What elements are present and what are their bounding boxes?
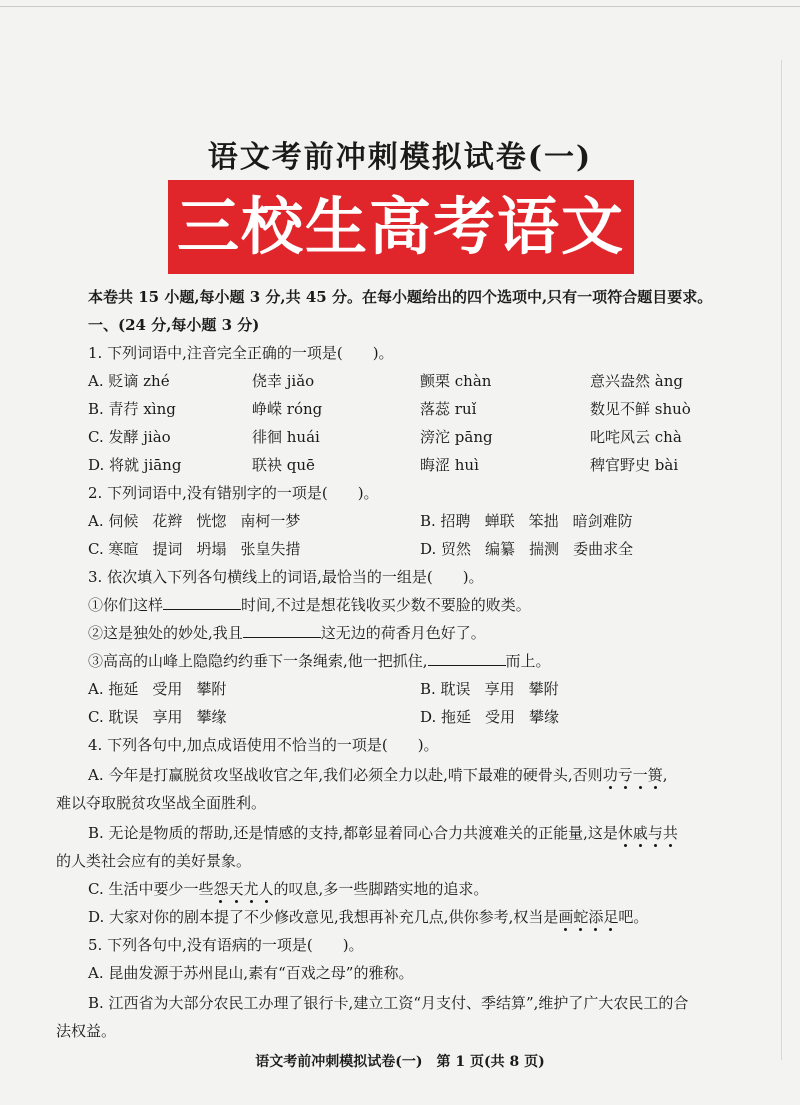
word: 委曲求全 <box>573 540 634 558</box>
word: 揣测 <box>529 540 560 558</box>
word: 张皇失措 <box>240 540 301 558</box>
word: 攀缘 <box>529 708 560 726</box>
sentence-part: ②这是独处的妙处,我且 <box>88 624 243 642</box>
red-banner: 三校生高考语文 <box>168 180 634 274</box>
intro-text: 本卷共 15 小题,每小题 3 分,共 45 分。在每小题给出的四个选项中,只有一项符合题目要求。 <box>88 288 713 306</box>
q3-option-b <box>420 678 573 700</box>
q1-option: C. 发酵 jiào <box>88 428 171 446</box>
q1-option: 颤栗 chàn <box>420 372 492 390</box>
word: 享用 <box>152 708 183 726</box>
q1-option: D. 将就 jiāng <box>88 456 182 474</box>
sentence-part: 吧。 <box>618 908 649 926</box>
word: 攀缘 <box>196 708 227 726</box>
page-footer: 语文考前冲刺模拟试卷(一) 第 1 页(共 8 页) <box>255 1054 545 1070</box>
page-edge <box>781 60 782 1060</box>
fill-blank <box>243 622 321 638</box>
sentence-part: 的叹息,多一些脚踏实地的追求。 <box>273 880 489 898</box>
q5-option-b: B. 江西省为大部分农民工办理了银行卡,建立工资“月支付、季结算”,维护了广大农民工的合 <box>88 994 689 1012</box>
q5-option-a: A. 昆曲发源于苏州昆山,素有“百戏之母”的雅称。 <box>88 964 414 982</box>
word: D. 贸然 <box>420 540 472 558</box>
word: A. 拖延 <box>88 680 139 698</box>
sentence-part: 这无边的荷香月色好了。 <box>320 624 486 642</box>
top-rule <box>0 6 800 7</box>
q1-option: 数见不鲜 shuò <box>590 400 691 418</box>
q1-option: 叱咤风云 chà <box>590 428 682 446</box>
word: 受用 <box>152 680 183 698</box>
sentence-part: 而上。 <box>505 652 551 670</box>
dotted-idiom: 怨天尤人 <box>213 880 274 898</box>
q4-option-b <box>88 822 678 844</box>
q3-option-d <box>420 706 573 728</box>
q4-option-d <box>88 906 648 928</box>
word: 编纂 <box>485 540 516 558</box>
q2-stem: 2. 下列词语中,没有错别字的一项是( )。 <box>88 484 379 502</box>
sentence-part: ③高高的山峰上隐隐约约垂下一条绳索,他一把抓住, <box>88 652 428 670</box>
q1-option: 侥幸 jiǎo <box>252 372 315 390</box>
q4-option-a-cont: 难以夺取脱贫攻坚战全面胜利。 <box>56 794 267 812</box>
dotted-idiom: 休戚与共 <box>617 824 678 842</box>
q2-option-a <box>88 510 314 532</box>
sentence-part: ①你们这样 <box>88 596 164 614</box>
word: B. 招聘 <box>420 512 471 530</box>
fill-blank <box>428 650 506 666</box>
sentence-part: , <box>662 766 668 784</box>
q1-option: 峥嵘 róng <box>252 400 323 418</box>
q1-option: 稗官野史 bài <box>590 456 679 474</box>
word: 提词 <box>152 540 183 558</box>
word: 恍惚 <box>196 512 227 530</box>
fill-blank <box>163 594 241 610</box>
q3-option-c <box>88 706 241 728</box>
q1-stem: 1. 下列词语中,注音完全正确的一项是( )。 <box>88 344 394 362</box>
q2-option-c <box>88 538 315 560</box>
word: 坍塌 <box>196 540 227 558</box>
word: 南柯一梦 <box>240 512 301 530</box>
q4-option-c <box>88 878 488 900</box>
word: D. 拖延 <box>420 708 472 726</box>
q4-option-a <box>88 764 668 786</box>
q4-option-b-cont: 的人类社会应有的美好景象。 <box>56 852 252 870</box>
section-heading: 一、(24 分,每小题 3 分) <box>88 316 260 334</box>
q1-option: 徘徊 huái <box>252 428 320 446</box>
word: 花辫 <box>152 512 183 530</box>
q5-stem: 5. 下列各句中,没有语病的一项是( )。 <box>88 936 364 954</box>
word: 受用 <box>485 708 516 726</box>
word: 享用 <box>484 680 515 698</box>
sentence-part: B. 无论是物质的帮助,还是情感的支持,都彰显着同心合力共渡难关的正能量,这是 <box>88 824 618 842</box>
q3-sentence-2 <box>88 622 486 644</box>
q4-stem: 4. 下列各句中,加点成语使用不恰当的一项是( )。 <box>88 736 439 754</box>
q1-option: 滂沱 pāng <box>420 428 493 446</box>
q1-option: B. 青荇 xìng <box>88 400 176 418</box>
word: C. 寒暄 <box>88 540 139 558</box>
q3-sentence-3 <box>88 650 551 672</box>
q3-sentence-1 <box>88 594 531 616</box>
word: 暗剑难防 <box>572 512 633 530</box>
word: A. 伺候 <box>88 512 139 530</box>
q1-option: 晦涩 huì <box>420 456 479 474</box>
q3-stem: 3. 依次填入下列各句横线上的词语,最恰当的一组是( )。 <box>88 568 484 586</box>
sentence-part: A. 今年是打赢脱贫攻坚战收官之年,我们必须全力以赴,啃下最难的硬骨头,否则 <box>88 766 603 784</box>
exam-title: 语文考前冲刺模拟试卷(一) <box>207 140 593 175</box>
sentence-part: 时间,不过是想花钱收买少数不要脸的败类。 <box>241 596 531 614</box>
word: 攀附 <box>196 680 227 698</box>
q2-option-b <box>420 510 647 532</box>
dotted-idiom: 功亏一篑 <box>602 766 663 784</box>
dotted-idiom: 画蛇添足 <box>558 908 619 926</box>
sentence-part: D. 大家对你的剧本提了不少修改意见,我想再补充几点,供你参考,权当是 <box>88 908 559 926</box>
sentence-part: C. 生活中要少一些 <box>88 880 214 898</box>
q1-option: 意兴盎然 àng <box>590 372 683 390</box>
q5-option-b-cont: 法权益。 <box>56 1022 117 1040</box>
q2-option-d <box>420 538 647 560</box>
word: C. 耽误 <box>88 708 139 726</box>
q1-option: A. 贬谪 zhé <box>88 372 170 390</box>
word: B. 耽误 <box>420 680 471 698</box>
q3-option-a <box>88 678 240 700</box>
q1-option: 落蕊 ruǐ <box>420 400 477 418</box>
q1-option: 联袂 quē <box>252 456 315 474</box>
word: 笨拙 <box>528 512 559 530</box>
word: 蝉联 <box>484 512 515 530</box>
word: 攀附 <box>528 680 559 698</box>
